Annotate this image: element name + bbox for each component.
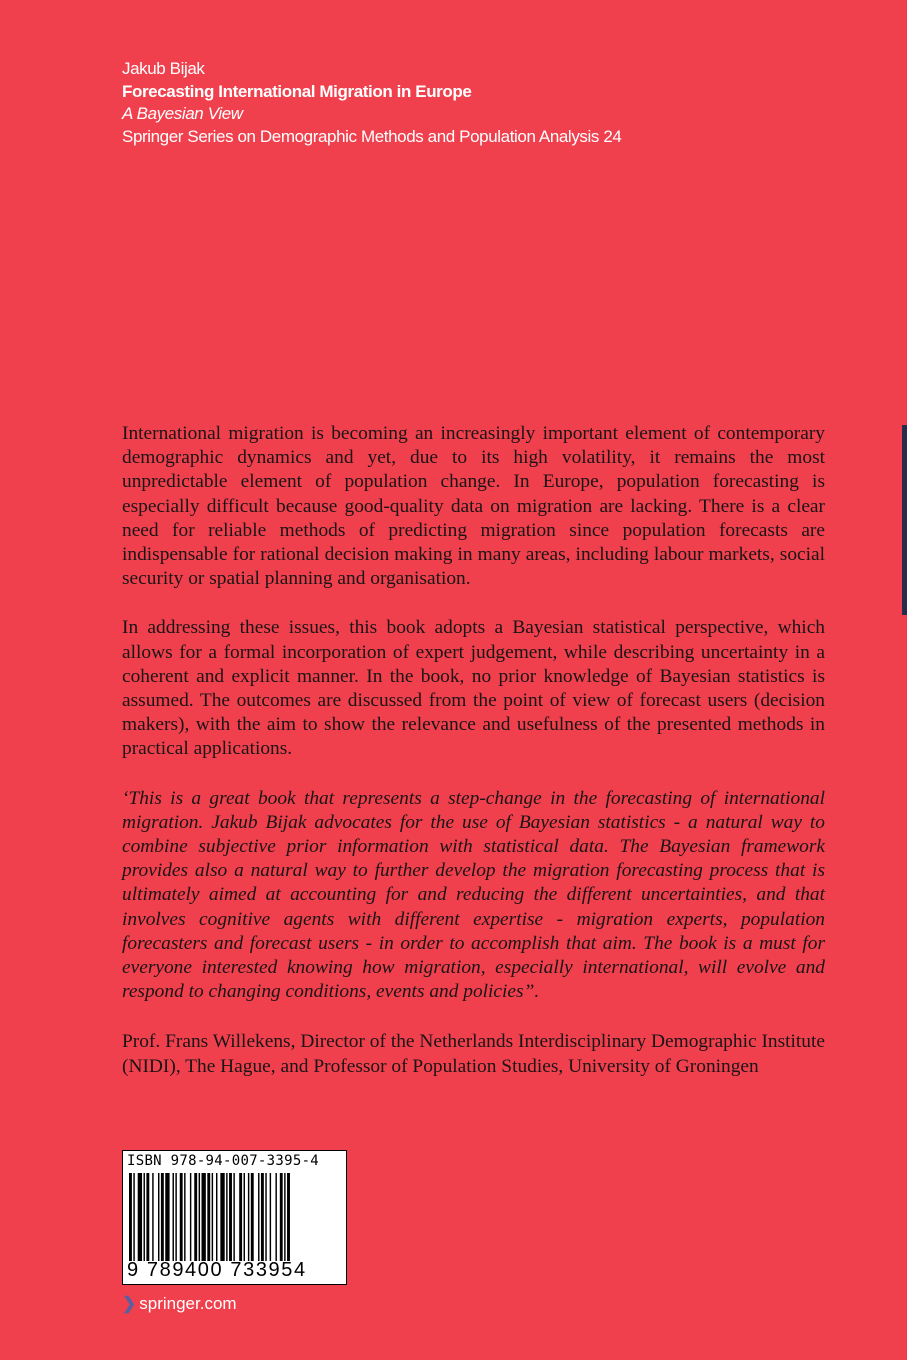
barcode-bar bbox=[199, 1173, 200, 1261]
barcode-bar bbox=[216, 1173, 217, 1261]
barcode-bar bbox=[261, 1173, 264, 1261]
barcode-bar bbox=[265, 1173, 266, 1261]
barcode-bar bbox=[161, 1173, 164, 1261]
barcode-bar bbox=[194, 1173, 197, 1261]
barcode-bar bbox=[175, 1173, 176, 1261]
barcode-bar bbox=[165, 1173, 169, 1261]
barcode-bar bbox=[144, 1173, 145, 1261]
barcode-bar bbox=[275, 1173, 276, 1261]
barcode-bar bbox=[190, 1173, 191, 1261]
barcode-bar bbox=[220, 1173, 224, 1261]
book-series: Springer Series on Demographic Methods and Population Analysis 24 bbox=[122, 126, 622, 146]
blurb bbox=[122, 422, 825, 1079]
barcode-bar bbox=[233, 1173, 234, 1261]
barcode-bar bbox=[251, 1173, 254, 1261]
barcode-bar bbox=[133, 1173, 134, 1261]
barcode-bar bbox=[239, 1173, 242, 1261]
barcode-bar bbox=[212, 1173, 213, 1261]
blurb-paragraph-2: In addressing these issues, this book adopts a Bayesian statistical perspective, which allows for a formal incorporation of expert judgement, while describing uncertainty in a coherent and explicit manner. In the book, no prior knowledge of Bayesian statistics is assumed. The outcomes are discussed from the point of view of forecast users (decision makers), with the aim to show the relevance and usefulness of the presented methods in practical applications. bbox=[122, 617, 825, 760]
barcode-bar bbox=[270, 1173, 271, 1261]
barcode-bar bbox=[146, 1173, 149, 1261]
isbn-barcode bbox=[122, 1150, 347, 1285]
isbn-label: ISBN 978-94-007-3395-4 bbox=[127, 1153, 320, 1169]
book-subtitle: A Bayesian View bbox=[122, 104, 243, 123]
barcode-bar bbox=[244, 1173, 245, 1261]
barcode-bar bbox=[152, 1173, 153, 1261]
barcode-bar bbox=[173, 1173, 174, 1261]
spine-edge-mark bbox=[902, 425, 907, 615]
barcode-bar bbox=[229, 1173, 232, 1261]
barcode-bar bbox=[248, 1173, 249, 1261]
barcode-bar bbox=[280, 1173, 283, 1261]
barcode-bar bbox=[184, 1173, 185, 1261]
endorsement-attribution: Prof. Frans Willekens, Director of the Netherlands Interdisciplinary Demographic Institute (NIDI), The Hague, and Professor of Population Studies, University of Groningen bbox=[122, 1031, 825, 1077]
publisher-website: springer.com bbox=[139, 1294, 237, 1313]
book-title: Forecasting International Migration in Europe bbox=[122, 81, 472, 101]
barcode-bar bbox=[138, 1173, 142, 1261]
endorsement-quote: ‘This is a great book that represents a step-change in the forecasting of international migration. Jakub Bijak advocates for the use of Bayesian statistics - a natural way to combine subjective prior information with statistical data. The Bayesian framework provides also a natural way to further develop the migration forecasting process that is ultimately aimed at accounting for and reducing the different uncertainties, and that involves cognitive agents with different expertise - migration experts, population forecasters and forecast users - in order to accomplish that aim. The book is a must for everyone interested knowing how migration, especially international, will evolve and respond to changing conditions, events and policies”. bbox=[122, 787, 825, 1003]
ean-digits: 9 789400 733954 bbox=[127, 1259, 307, 1281]
barcode-bar bbox=[207, 1173, 210, 1261]
barcode-bar bbox=[226, 1173, 227, 1261]
barcode-bar bbox=[258, 1173, 259, 1261]
chevron-right-icon: ❯ bbox=[122, 1294, 137, 1313]
barcode-bars bbox=[127, 1173, 342, 1261]
publisher-link[interactable] bbox=[122, 1294, 237, 1314]
barcode-bar bbox=[202, 1173, 206, 1261]
blurb-paragraph-1: International migration is becoming an increasingly important element of contemporary demographic dynamics and yet, due to its high volatility, it remains the most unpredictable element of population change. In Europe, population forecasting is especially difficult because good-quality data on migration are lacking. There is a clear need for reliable methods of predicting migration since population forecasts are indispensable for rational decision making in many areas, including labour markets, social security or spatial planning and organisation. bbox=[122, 423, 825, 590]
barcode-bar bbox=[284, 1173, 285, 1261]
barcode-bar bbox=[158, 1173, 159, 1261]
book-header bbox=[122, 58, 621, 148]
barcode-bar bbox=[287, 1173, 290, 1261]
barcode-bar bbox=[180, 1173, 183, 1261]
barcode-bar bbox=[129, 1173, 132, 1261]
author-name: Jakub Bijak bbox=[122, 59, 205, 78]
